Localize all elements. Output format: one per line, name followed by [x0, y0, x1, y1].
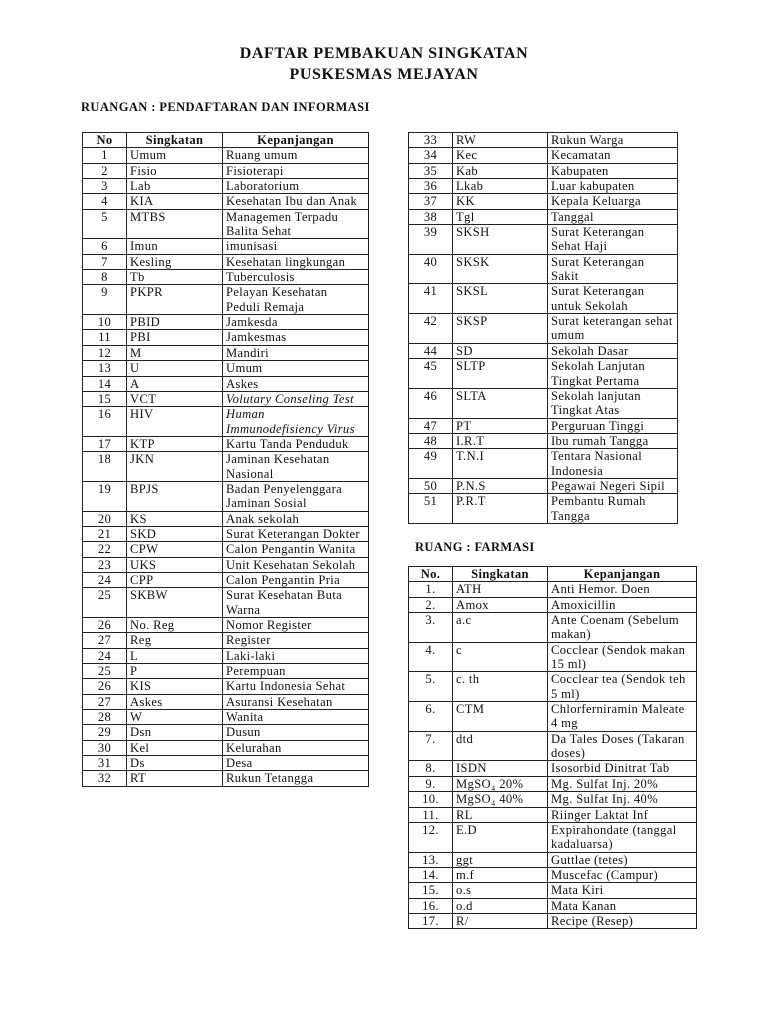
cell-abbreviation: CPP	[127, 572, 223, 587]
cell-no: 18	[83, 452, 127, 482]
cell-abbreviation: MgSO₄ 20%	[453, 776, 548, 791]
cell-abbreviation: No. Reg	[127, 618, 223, 633]
cell-abbreviation: P.R.T	[453, 494, 548, 524]
cell-expansion: Anti Hemor. Doen	[548, 582, 697, 597]
cell-no: 12.	[409, 822, 453, 852]
table-row	[83, 511, 369, 526]
table-row	[83, 376, 369, 391]
table-row	[83, 209, 369, 239]
table-row	[409, 314, 678, 344]
table-row	[83, 771, 369, 786]
table-row	[409, 133, 678, 148]
cell-abbreviation: Fisio	[127, 163, 223, 178]
cell-abbreviation: W	[127, 710, 223, 725]
table-row	[83, 572, 369, 587]
cell-no: 10	[83, 315, 127, 330]
cell-expansion: Perempuan	[223, 664, 369, 679]
cell-abbreviation: RL	[453, 807, 548, 822]
cell-expansion: Kabupaten	[548, 163, 678, 178]
cell-no: 17	[83, 436, 127, 451]
table-row	[83, 756, 369, 771]
cell-abbreviation: Kel	[127, 740, 223, 755]
cell-abbreviation: Ds	[127, 756, 223, 771]
cell-expansion: Mg. Sulfat Inj. 40%	[548, 792, 697, 807]
cell-expansion: Surat Keterangan untuk Sekolah	[548, 284, 678, 314]
cell-no: 1	[83, 148, 127, 163]
cell-expansion: Calon Pengantin Pria	[223, 572, 369, 587]
cell-no: 7	[83, 254, 127, 269]
table-row	[83, 618, 369, 633]
cell-no: 12	[83, 345, 127, 360]
cell-abbreviation: Lab	[127, 179, 223, 194]
table-header-row	[409, 567, 697, 582]
cell-no: 37	[409, 194, 453, 209]
cell-abbreviation: Tgl	[453, 209, 548, 224]
cell-no: 33	[409, 133, 453, 148]
cell-expansion: Register	[223, 633, 369, 648]
cell-no: 51	[409, 494, 453, 524]
cell-abbreviation: I.R.T	[453, 433, 548, 448]
cell-expansion: Unit Kesehatan Sekolah	[223, 557, 369, 572]
cell-expansion: Badan Penyelenggara Jaminan Sosial	[223, 481, 369, 511]
cell-no: 35	[409, 163, 453, 178]
cell-abbreviation: c	[453, 642, 548, 672]
cell-expansion: Mg. Sulfat Inj. 20%	[548, 776, 697, 791]
cell-abbreviation: UKS	[127, 557, 223, 572]
cell-no: 21	[83, 526, 127, 541]
column-header-expansion: Kepanjangan	[223, 133, 369, 148]
table-row	[409, 582, 697, 597]
cell-no: 27	[83, 694, 127, 709]
cell-expansion: Laki-laki	[223, 648, 369, 663]
cell-abbreviation: Kec	[453, 148, 548, 163]
cell-expansion: Tanggal	[548, 209, 678, 224]
cell-no: 44	[409, 343, 453, 358]
table-row	[409, 776, 697, 791]
table-row	[409, 702, 697, 732]
cell-expansion: Fisioterapi	[223, 163, 369, 178]
cell-expansion: Managemen Terpadu Balita Sehat	[223, 209, 369, 239]
cell-abbreviation: o.s	[453, 883, 548, 898]
cell-no: 10.	[409, 792, 453, 807]
cell-abbreviation: Reg	[127, 633, 223, 648]
cell-expansion: Pelayan Kesehatan Peduli Remaja	[223, 285, 369, 315]
table-row	[83, 391, 369, 406]
table-row	[409, 807, 697, 822]
cell-abbreviation: MgSO₄ 40%	[453, 792, 548, 807]
cell-no: 34	[409, 148, 453, 163]
table-row	[409, 852, 697, 867]
cell-no: 25	[83, 588, 127, 618]
table-row	[83, 725, 369, 740]
table-row	[83, 740, 369, 755]
table-row	[409, 418, 678, 433]
cell-no: 40	[409, 254, 453, 284]
cell-abbreviation: MTBS	[127, 209, 223, 239]
cell-abbreviation: Umum	[127, 148, 223, 163]
cell-abbreviation: P.N.S	[453, 478, 548, 493]
cell-expansion: Surat keterangan sehat umum	[548, 314, 678, 344]
table-row	[83, 452, 369, 482]
cell-no: 27	[83, 633, 127, 648]
abbreviation-table-registration-continued	[408, 132, 678, 524]
cell-no: 46	[409, 388, 453, 418]
cell-no: 3	[83, 179, 127, 194]
cell-expansion: Jamkesmas	[223, 330, 369, 345]
abbreviation-table-registration	[82, 132, 369, 787]
cell-no: 22	[83, 542, 127, 557]
cell-abbreviation: Kab	[453, 163, 548, 178]
cell-no: 24	[83, 648, 127, 663]
table-row	[409, 597, 697, 612]
cell-expansion: Nomor Register	[223, 618, 369, 633]
cell-abbreviation: R/	[453, 913, 548, 928]
cell-abbreviation: P	[127, 664, 223, 679]
cell-no: 9.	[409, 776, 453, 791]
cell-expansion: Chlorferniramin Maleate 4 mg	[548, 702, 697, 732]
cell-abbreviation: Imun	[127, 239, 223, 254]
cell-expansion: Isosorbid Dinitrat Tab	[548, 761, 697, 776]
document-subtitle: PUSKESMAS MEJAYAN	[289, 66, 479, 83]
cell-no: 38	[409, 209, 453, 224]
cell-no: 50	[409, 478, 453, 493]
cell-abbreviation: ggt	[453, 852, 548, 867]
cell-no: 2.	[409, 597, 453, 612]
cell-expansion: Tuberculosis	[223, 270, 369, 285]
cell-no: 5	[83, 209, 127, 239]
table-row	[409, 163, 678, 178]
cell-expansion: Guttlae (tetes)	[548, 852, 697, 867]
cell-expansion: Surat Kesehatan Buta Warna	[223, 588, 369, 618]
table-row	[83, 148, 369, 163]
table-row	[83, 588, 369, 618]
cell-no: 3.	[409, 613, 453, 643]
cell-abbreviation: o.d	[453, 898, 548, 913]
cell-abbreviation: Kesling	[127, 254, 223, 269]
cell-expansion: Cocclear (Sendok makan 15 ml)	[548, 642, 697, 672]
cell-no: 29	[83, 725, 127, 740]
cell-no: 14	[83, 376, 127, 391]
cell-expansion: Sekolah Dasar	[548, 343, 678, 358]
table-row	[409, 343, 678, 358]
cell-no: 15.	[409, 883, 453, 898]
cell-no: 25	[83, 664, 127, 679]
cell-no: 30	[83, 740, 127, 755]
cell-expansion: Volutary Conseling Test	[223, 391, 369, 406]
table-row	[409, 761, 697, 776]
cell-no: 26	[83, 618, 127, 633]
table-row	[83, 407, 369, 437]
table-row	[409, 792, 697, 807]
cell-expansion: Kesehatan Ibu dan Anak	[223, 194, 369, 209]
cell-abbreviation: KK	[453, 194, 548, 209]
cell-expansion: Kesehatan lingkungan	[223, 254, 369, 269]
cell-expansion: Mandiri	[223, 345, 369, 360]
table-row	[83, 694, 369, 709]
table-header-row	[83, 133, 369, 148]
cell-abbreviation: dtd	[453, 731, 548, 761]
cell-expansion: Muscefac (Campur)	[548, 867, 697, 882]
table-row	[409, 388, 678, 418]
cell-abbreviation: PT	[453, 418, 548, 433]
cell-no: 2	[83, 163, 127, 178]
cell-expansion: Surat Keterangan Sehat Haji	[548, 225, 678, 255]
cell-no: 6.	[409, 702, 453, 732]
column-header-no: No.	[409, 567, 453, 582]
table-row	[83, 542, 369, 557]
table-row	[83, 239, 369, 254]
cell-no: 8	[83, 270, 127, 285]
cell-no: 41	[409, 284, 453, 314]
cell-expansion: Pembantu Rumah Tangga	[548, 494, 678, 524]
table-row	[83, 436, 369, 451]
cell-no: 26	[83, 679, 127, 694]
cell-expansion: Sekolah Lanjutan Tingkat Pertama	[548, 359, 678, 389]
abbreviation-table-pharmacy	[408, 566, 697, 929]
cell-abbreviation: Dsn	[127, 725, 223, 740]
cell-no: 20	[83, 511, 127, 526]
cell-abbreviation: KTP	[127, 436, 223, 451]
cell-abbreviation: U	[127, 361, 223, 376]
table-row	[83, 710, 369, 725]
cell-expansion: Pegawai Negeri Sipil	[548, 478, 678, 493]
table-row	[83, 345, 369, 360]
cell-no: 4	[83, 194, 127, 209]
cell-expansion: Rukun Tetangga	[223, 771, 369, 786]
cell-expansion: Mata Kanan	[548, 898, 697, 913]
cell-expansion: Jamkesda	[223, 315, 369, 330]
cell-no: 7.	[409, 731, 453, 761]
table-row	[83, 481, 369, 511]
table-row	[409, 613, 697, 643]
cell-no: 23	[83, 557, 127, 572]
cell-expansion: Dusun	[223, 725, 369, 740]
table-row	[409, 478, 678, 493]
cell-expansion: Ruang umum	[223, 148, 369, 163]
table-row	[409, 913, 697, 928]
cell-expansion: Kartu Indonesia Sehat	[223, 679, 369, 694]
cell-abbreviation: ISDN	[453, 761, 548, 776]
cell-abbreviation: RT	[127, 771, 223, 786]
table-row	[409, 898, 697, 913]
cell-expansion: Ante Coenam (Sebelum makan)	[548, 613, 697, 643]
cell-expansion: Kepala Keluarga	[548, 194, 678, 209]
table-row	[409, 822, 697, 852]
cell-expansion: Human Immunodefisiency Virus	[223, 407, 369, 437]
cell-no: 31	[83, 756, 127, 771]
cell-expansion: Kartu Tanda Penduduk	[223, 436, 369, 451]
cell-abbreviation: HIV	[127, 407, 223, 437]
cell-expansion: Kecamatan	[548, 148, 678, 163]
table-row	[409, 225, 678, 255]
cell-abbreviation: KIS	[127, 679, 223, 694]
cell-no: 42	[409, 314, 453, 344]
cell-abbreviation: SKSH	[453, 225, 548, 255]
table-row	[409, 867, 697, 882]
cell-expansion: Laboratorium	[223, 179, 369, 194]
cell-no: 17.	[409, 913, 453, 928]
section-heading-registration: RUANGAN : PENDAFTARAN DAN INFORMASI	[81, 100, 370, 114]
cell-no: 45	[409, 359, 453, 389]
cell-no: 14.	[409, 867, 453, 882]
cell-abbreviation: SKBW	[127, 588, 223, 618]
table-row	[83, 330, 369, 345]
cell-abbreviation: KIA	[127, 194, 223, 209]
table-row	[409, 359, 678, 389]
cell-abbreviation: JKN	[127, 452, 223, 482]
cell-abbreviation: E.D	[453, 822, 548, 852]
cell-abbreviation: SKSK	[453, 254, 548, 284]
cell-abbreviation: L	[127, 648, 223, 663]
cell-expansion: Expirahondate (tanggal kadaluarsa)	[548, 822, 697, 852]
cell-expansion: Sekolah lanjutan Tingkat Atas	[548, 388, 678, 418]
cell-no: 28	[83, 710, 127, 725]
table-row	[83, 361, 369, 376]
cell-expansion: Jaminan Kesehatan Nasional	[223, 452, 369, 482]
cell-expansion: Perguruan Tinggi	[548, 418, 678, 433]
cell-expansion: Calon Pengantin Wanita	[223, 542, 369, 557]
cell-no: 39	[409, 225, 453, 255]
cell-no: 19	[83, 481, 127, 511]
cell-abbreviation: Askes	[127, 694, 223, 709]
table-row	[83, 557, 369, 572]
cell-abbreviation: Lkab	[453, 179, 548, 194]
cell-no: 48	[409, 433, 453, 448]
cell-abbreviation: PBI	[127, 330, 223, 345]
cell-expansion: Riinger Laktat Inf	[548, 807, 697, 822]
cell-expansion: Askes	[223, 376, 369, 391]
table-row	[409, 731, 697, 761]
cell-no: 15	[83, 391, 127, 406]
table-row	[409, 433, 678, 448]
cell-abbreviation: Amox	[453, 597, 548, 612]
table-row	[83, 633, 369, 648]
table-row	[409, 179, 678, 194]
cell-expansion: Mata Kiri	[548, 883, 697, 898]
cell-abbreviation: KS	[127, 511, 223, 526]
cell-abbreviation: CPW	[127, 542, 223, 557]
cell-abbreviation: PBID	[127, 315, 223, 330]
table-row	[409, 883, 697, 898]
cell-no: 16	[83, 407, 127, 437]
cell-expansion: Surat Keterangan Sakit	[548, 254, 678, 284]
cell-no: 8.	[409, 761, 453, 776]
cell-no: 36	[409, 179, 453, 194]
cell-abbreviation: T.N.I	[453, 449, 548, 479]
table-row	[83, 664, 369, 679]
cell-no: 49	[409, 449, 453, 479]
column-header-abbreviation: Singkatan	[127, 133, 223, 148]
table-row	[83, 285, 369, 315]
cell-expansion: Desa	[223, 756, 369, 771]
table-row	[409, 254, 678, 284]
cell-expansion: Asuransi Kesehatan	[223, 694, 369, 709]
cell-expansion: Ibu rumah Tangga	[548, 433, 678, 448]
cell-abbreviation: CTM	[453, 702, 548, 732]
cell-no: 11	[83, 330, 127, 345]
table-row	[409, 194, 678, 209]
table-row	[409, 494, 678, 524]
table-row	[409, 672, 697, 702]
cell-abbreviation: Tb	[127, 270, 223, 285]
table-row	[83, 254, 369, 269]
column-header-expansion: Kepanjangan	[548, 567, 697, 582]
table-row	[409, 449, 678, 479]
column-header-no: No	[83, 133, 127, 148]
cell-abbreviation: SKSP	[453, 314, 548, 344]
cell-expansion: Kelurahan	[223, 740, 369, 755]
table-row	[409, 148, 678, 163]
cell-expansion: Amoxicillin	[548, 597, 697, 612]
cell-no: 11.	[409, 807, 453, 822]
cell-abbreviation: ATH	[453, 582, 548, 597]
cell-abbreviation: RW	[453, 133, 548, 148]
cell-abbreviation: A	[127, 376, 223, 391]
table-row	[83, 194, 369, 209]
cell-no: 13	[83, 361, 127, 376]
document-title: DAFTAR PEMBAKUAN SINGKATAN	[239, 45, 529, 62]
table-row	[83, 526, 369, 541]
cell-expansion: imunisasi	[223, 239, 369, 254]
cell-expansion: Da Tales Doses (Takaran doses)	[548, 731, 697, 761]
cell-expansion: Anak sekolah	[223, 511, 369, 526]
cell-no: 5.	[409, 672, 453, 702]
cell-abbreviation: c. th	[453, 672, 548, 702]
cell-no: 4.	[409, 642, 453, 672]
cell-expansion: Luar kabupaten	[548, 179, 678, 194]
table-row	[83, 179, 369, 194]
cell-expansion: Umum	[223, 361, 369, 376]
table-row	[83, 270, 369, 285]
cell-expansion: Tentara Nasional Indonesia	[548, 449, 678, 479]
table-row	[409, 642, 697, 672]
cell-abbreviation: SD	[453, 343, 548, 358]
table-row	[83, 679, 369, 694]
cell-expansion: Rukun Warga	[548, 133, 678, 148]
cell-abbreviation: SLTP	[453, 359, 548, 389]
cell-expansion: Surat Keterangan Dokter	[223, 526, 369, 541]
cell-abbreviation: VCT	[127, 391, 223, 406]
column-header-abbreviation: Singkatan	[453, 567, 548, 582]
cell-expansion: Wanita	[223, 710, 369, 725]
cell-abbreviation: M	[127, 345, 223, 360]
table-row	[83, 648, 369, 663]
cell-abbreviation: BPJS	[127, 481, 223, 511]
cell-abbreviation: SKD	[127, 526, 223, 541]
cell-expansion: Recipe (Resep)	[548, 913, 697, 928]
cell-no: 16.	[409, 898, 453, 913]
table-row	[83, 315, 369, 330]
cell-abbreviation: m.f	[453, 867, 548, 882]
cell-no: 32	[83, 771, 127, 786]
cell-abbreviation: PKPR	[127, 285, 223, 315]
cell-abbreviation: SLTA	[453, 388, 548, 418]
cell-abbreviation: SKSL	[453, 284, 548, 314]
cell-no: 1.	[409, 582, 453, 597]
cell-no: 6	[83, 239, 127, 254]
cell-abbreviation: a.c	[453, 613, 548, 643]
section-heading-pharmacy: RUANG : FARMASI	[415, 540, 535, 554]
cell-no: 9	[83, 285, 127, 315]
table-row	[409, 284, 678, 314]
table-row	[409, 209, 678, 224]
table-row	[83, 163, 369, 178]
cell-expansion: Cocclear tea (Sendok teh 5 ml)	[548, 672, 697, 702]
cell-no: 13.	[409, 852, 453, 867]
cell-no: 47	[409, 418, 453, 433]
cell-no: 24	[83, 572, 127, 587]
